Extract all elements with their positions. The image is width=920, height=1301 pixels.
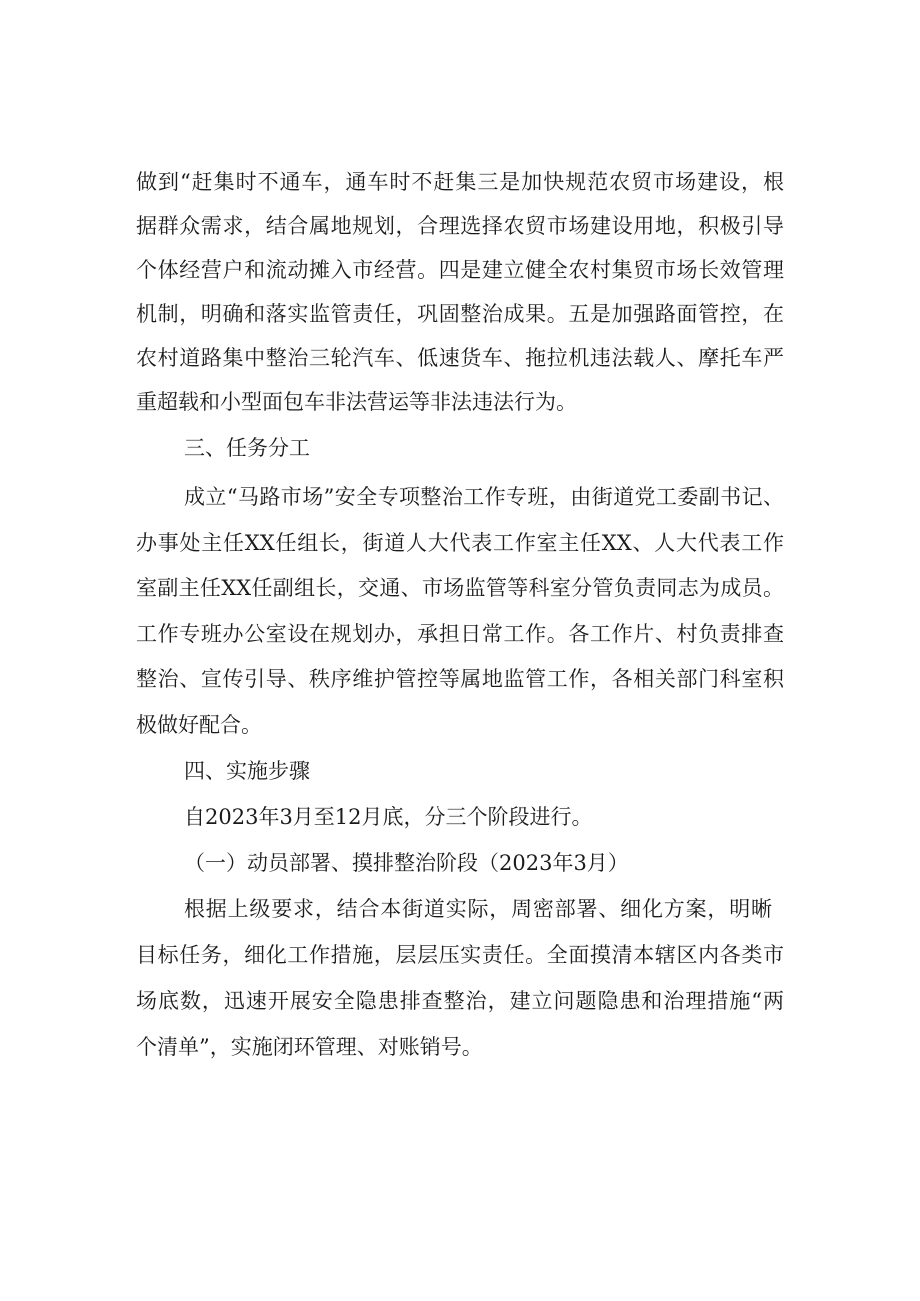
text-line: 个清单”，实施闭环管理、对账销号。 xyxy=(136,1035,483,1059)
text-line: 机制，明确和落实监管责任，巩固整治成果。五是加强路面管控，在 xyxy=(136,302,784,326)
text-line: 场底数，迅速开展安全隐患排查整治，建立问题隐患和治理措施“两 xyxy=(136,989,784,1013)
section-heading: 三、任务分工 xyxy=(184,436,310,460)
text-line: 室副主任XX任副组长，交通、市场监管等科室分管负责同志为成员。 xyxy=(136,576,784,600)
text-line: 极做好配合。 xyxy=(136,713,262,737)
text-line: 工作专班办公室设在规划办，承担日常工作。各工作片、村负责排查 xyxy=(136,622,784,646)
text-line: 个体经营户和流动摊入市经营。四是建立健全农村集贸市场长效管理 xyxy=(136,258,784,282)
text-line: 重超载和小型面包车非法营运等非法违法行为。 xyxy=(136,390,577,414)
text-line: 农村道路集中整治三轮汽车、低速货车、拖拉机违法载人、摩托车严 xyxy=(136,346,784,370)
text-line: 成立“马路市场”安全专项整治工作专班，由街道党工委副书记、 xyxy=(184,485,784,509)
text-line: 自2023年3月至12月底，分三个阶段进行。 xyxy=(184,805,593,829)
text-line: 办事处主任XX任组长，街道人大代表工作室主任XX、人大代表工作 xyxy=(136,531,784,555)
text-line: 整治、宣传引导、秩序维护管控等属地监管工作，各相关部门科室积 xyxy=(136,667,784,691)
subsection-heading: （一）动员部署、摸排整治阶段（2023年3月） xyxy=(184,851,629,875)
section-heading: 四、实施步骤 xyxy=(184,759,310,783)
text-line: 根据上级要求，结合本街道实际，周密部署、细化方案，明晰 xyxy=(184,897,772,921)
text-line: 目标任务，细化工作措施，层层压实责任。全面摸清本辖区内各类市 xyxy=(136,943,784,967)
text-line: 做到“赶集时不通车，通车时不赶集三是加快规范农贸市场建设，根 xyxy=(136,170,784,194)
text-line: 据群众需求，结合属地规划，合理选择农贸市场建设用地，积极引导 xyxy=(136,214,784,238)
